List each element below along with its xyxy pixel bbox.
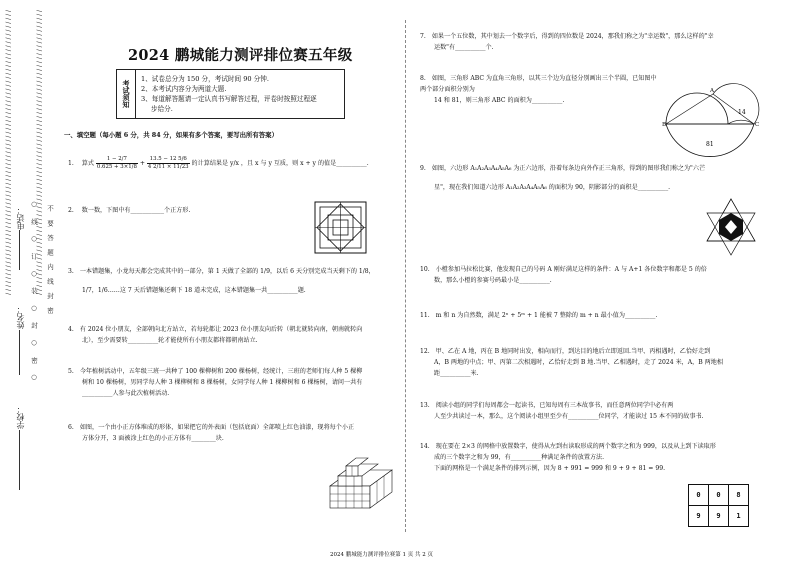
question-8: 8. 如图，三角形 ABC 为直角三角形，以其三个边为直径分别画出三个半圆，已知图中两个部分面积分别为 14 和 81，则三角形 ABC 的面积为__________. [420,75,657,104]
question-6: 6. 如图，一个由小正方体堆成的形体，如果把它的外表面（包括底面）全部喷上红色油漆，现将每个小正 方体分开，3 面被涂上红色的小正方体有________块. [68,424,355,442]
notice-list [141,74,339,114]
question-5: 5. 今年植树活动中，五年级三班一共种了 100 棵柳树和 200 棵杨树，经统计，三班的老师们每人种 5 棵柳 树和 10 棵杨树，男同学每人种 3 棵柳树和 8 棵杨树，女同学每人种 1 棵柳树和 6 棵杨树，请问一共有 __________人参与此次植树活动. [68,368,363,397]
question-3: 3. 一本错题集，小龙每天都会完成其中的一部分，第 1 天做了全部的 1/9，以后 6 天分别完成当天剩下的 1/8， 1/7，1/6……这 7 天后错题集还剩下 18 道未完成，这本错题集一共__________题. [68,268,375,294]
question-11: 11. m 和 n 为自然数，满足 2ⁿ + 5ᵐ + 1 能被 7 整除的 m + n 最小值为__________. [420,312,658,319]
grid-cell: 0 [709,485,729,506]
notice-line: 3、每道解答题请一定认真书写解答过程，评卷时按照过程逐 [141,95,317,103]
grid-cell: 0 [689,485,709,506]
area-label-14: 14 [738,109,746,116]
notice-line: 1、试卷总分为 150 分，考试时间 90 分钟. [141,75,269,83]
phone-label: 电话： [16,206,25,230]
q1-text-c: ，且 x 与 y 互质，则 x + y 的值是__________. [240,160,369,167]
cut-line-left: / / / / / / / / / / / / / / / / / / / / / / / / / / / / / / / / / / / / / / / / / / / / / / / / / / / / / / / / / / / / / / / / / / / / / / / / / [4,10,11,295]
school-label: 学校： [16,405,25,429]
page-title: 2024 鹏城能力测评排位赛五年级 [128,47,353,64]
question-10: 10. 小橙参加马拉松比赛，他发现自己的号码 A 刚好满足这样的条件：A 与 A+1 各位数字和都是 5 的倍 数，那么小橙的参赛号码最小是__________. [420,266,707,284]
question-7: 7. 如果一个五位数，其中划去一个数字后，得到的四位数是 2024，那我们称之为"幸运数"，那么这样的"幸 运数"有__________个. [420,33,714,51]
label-a: A [710,88,714,94]
q9-star-figure [700,196,762,258]
column-divider [405,20,406,532]
q1-text-b: 的计算结果是 [191,160,229,167]
label-b: B [662,122,667,128]
q1-number: 1. [68,160,74,167]
q6-cube-figure [322,436,402,516]
grid-cell: 9 [709,506,729,527]
q1-fraction-1: $\frac{1 - 2/7}{0.625 + 3\times 1/8}$ [96,156,137,170]
notice-line: 步给分. [151,105,173,113]
cut-line-right: / / / / / / / / / / / / / / / / / / / / / / / / / / / / / / / / / / / / / / / / / / / / / / / / / / / / / / / / / / / / / / / / / / / / / / / / / [35,10,42,295]
exam-notice [116,69,345,119]
seal-line-text: ○ 线 ○ 订 ○ 装 ○ 封 ○ 密 ○ [30,200,38,386]
notice-heading: 考试须知 [117,70,136,118]
q2-square-figure [313,200,368,255]
school-blank [19,430,20,490]
grid-row [689,485,749,506]
grid-cell: 8 [729,485,749,506]
question-14: 14. 现在要在 2×3 的网格中放置数字，使得从左到右读取形成的两个数字之和为 999，以及从上到下读取形 成的三个数字之和为 99，有__________种满足条件的放置方法. 下面的网格是一个满足条件的排列示例，因为 8 + 991 = 999 和 9 + 9 + 81 = 99. [420,443,716,472]
section-heading: 一、填空题（每小题 6 分，共 84 分，如果有多个答案，要写出所有答案） [64,131,278,139]
notice-line: 2、本考试内容分为两道大题. [141,85,227,93]
binding-strip [0,0,58,561]
label-c: C [755,122,760,128]
question-4: 4. 有 2024 位小朋友，全部朝向北方站立，若每轮都让 2023 位小朋友向后转（朝北就转向南，朝南就转向 北），至少需要转__________轮才能使所有小朋友都将都朝南站立. [68,326,363,344]
question-9: 9. 如图，六边形 A₁A₂A₃A₄A₅A₆ 为正六边形，沿着每条边向外作正三角形，得到的图形我们称之为"六芒 星"，现在我们知道六边形 A₁A₂A₃A₄A₅A₆ 的面积为 90，阴影部分的面积是__________. [420,165,706,191]
q1-text-a: 算式 [81,160,94,167]
q1-fraction-2: $\frac{13.5 - 12 5/6}{4 2/11 \times 11/23}$ [147,156,189,170]
q8-semicircle-figure [658,86,758,158]
page-footer: 2024 鹏城能力测评排位赛第 1 页 共 2 页 [330,552,433,558]
question-12: 12. 甲、乙在 A 地，丙在 B 地同时出发，相向而行，到达目的地后立即返回.当甲、丙相遇时，乙恰好走到 A，B 两地的中点；甲、丙第二次相遇时，乙恰好走到 B 地.当甲、乙相遇时，走了 2024 米，A，B 两地相 距__________米. [420,348,723,377]
grid-row [689,506,749,527]
grid-cell: 9 [689,506,709,527]
name-label: 姓名： [16,305,25,329]
question-13: 13. 阅读小组的同学们每周都会一起读书，已知每周有三本故事书，而任意两位同学中必有两 人至少共读过一本，那么，这个阅读小组里至少有__________位同学，才能读过 15 本不同的故事书. [420,402,704,420]
seal-warning: 不 要 答 题 内 线 封 密 [46,205,54,317]
question-2: 2. 数一数，下图中有___________个正方形. [68,207,191,214]
phone-blank [19,230,20,270]
q14-example-grid [688,484,749,527]
name-blank [19,330,20,375]
grid-cell: 1 [729,506,749,527]
q1-xy: y/x [230,160,239,167]
area-label-81: 81 [706,141,714,148]
question-1: 1. 算式 $\frac{1 - 2/7}{0.625 + 3\times 1/8}$ + $\frac{13.5 - 12 5/6}{4 2/11 \times 11/23}$ 的计算结果是 y/x ，且 x 与 y 互质，则 x + y 的值是__________. [68,156,369,170]
